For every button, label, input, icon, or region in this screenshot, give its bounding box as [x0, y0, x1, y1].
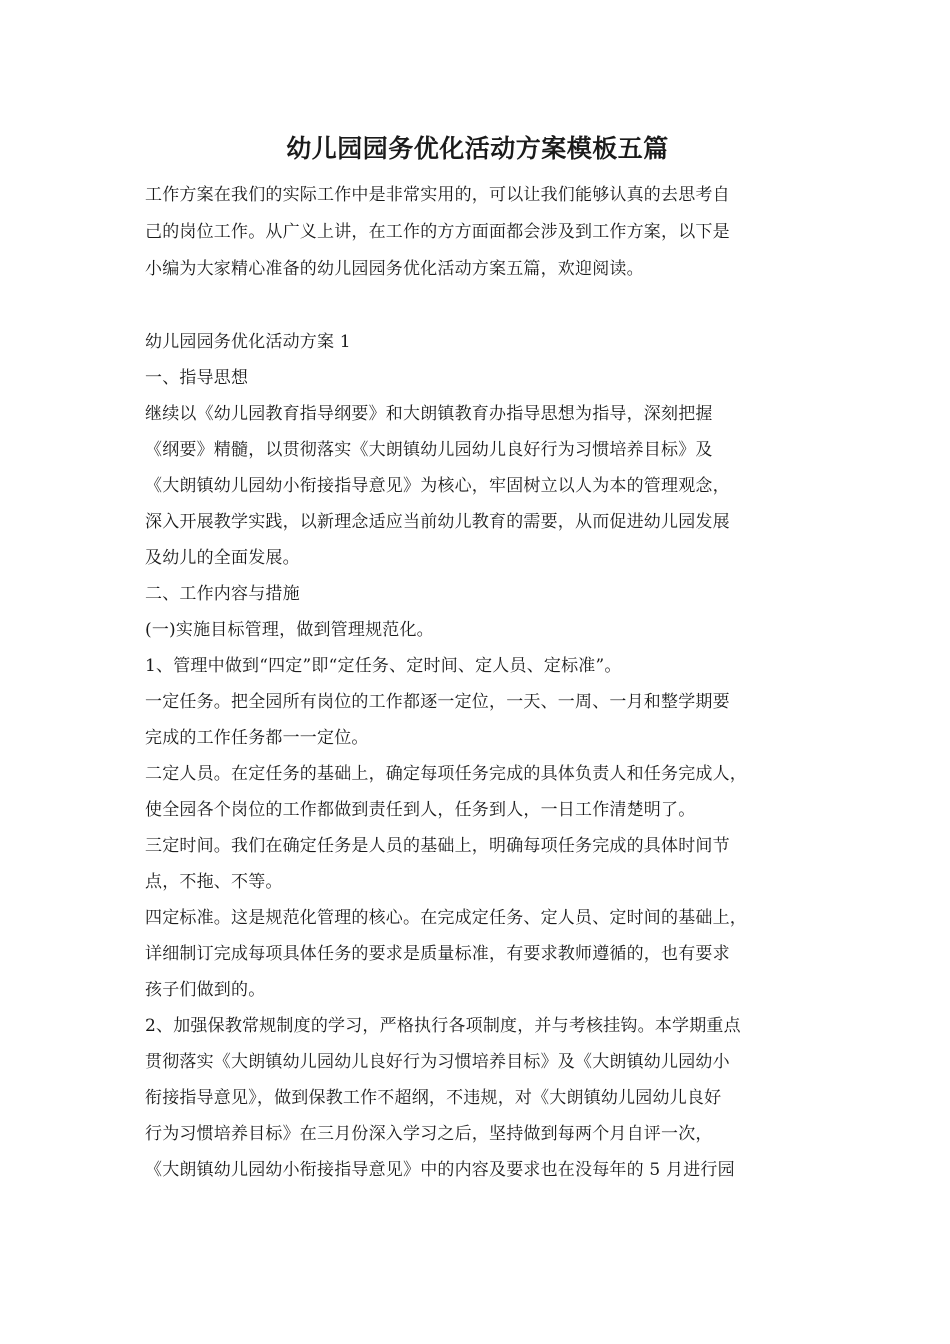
text-line: 深入开展教学实践，以新理念适应当前幼儿教育的需要，从而促进幼儿园发展 — [145, 512, 730, 532]
text-line: 2、加强保教常规制度的学习，严格执行各项制度，并与考核挂钩。本学期重点 — [145, 1016, 741, 1036]
text-line: 继续以《幼儿园教育指导纲要》和大朗镇教育办指导思想为指导，深刻把握 — [145, 404, 713, 424]
text-line: 贯彻落实《大朗镇幼儿园幼儿良好行为习惯培养目标》及《大朗镇幼儿园幼小 — [145, 1052, 730, 1072]
subsection-heading: 二、工作内容与措施 — [145, 584, 300, 604]
paragraph-gap — [145, 288, 810, 324]
text-line: 二定人员。在定任务的基础上，确定每项任务完成的具体负责人和任务完成人， — [145, 764, 747, 784]
text-line: 工作方案在我们的实际工作中是非常实用的，可以让我们能够认真的去思考自 — [145, 185, 730, 205]
text-line: (一)实施目标管理，做到管理规范化。 — [145, 620, 434, 640]
text-line: 一定任务。把全园所有岗位的工作都逐一定位，一天、一周、一月和整学期要 — [145, 692, 730, 712]
subsection-heading: 一、指导思想 — [145, 368, 249, 388]
section-heading: 幼儿园园务优化活动方案 1 — [145, 332, 351, 352]
text-line: 小编为大家精心准备的幼儿园园务优化活动方案五篇，欢迎阅读。 — [145, 259, 644, 279]
text-line: 《纲要》精髓，以贯彻落实《大朗镇幼儿园幼儿良好行为习惯培养目标》及 — [145, 440, 713, 460]
text-line: 四定标准。这是规范化管理的核心。在完成定任务、定人员、定时间的基础上， — [145, 908, 747, 928]
text-line: 详细制订完成每项具体任务的要求是质量标准，有要求教师遵循的，也有要求 — [145, 944, 730, 964]
text-line: 孩子们做到的。 — [145, 980, 266, 1000]
text-line: 点，不拖、不等。 — [145, 872, 283, 892]
text-line: 使全园各个岗位的工作都做到责任到人，任务到人，一日工作清楚明了。 — [145, 800, 696, 820]
text-line: 完成的工作任务都一一定位。 — [145, 728, 369, 748]
text-line: 己的岗位工作。从广义上讲，在工作的方方面面都会涉及到工作方案，以下是 — [145, 222, 730, 242]
text-line: 衔接指导意见》，做到保教工作不超纲，不违规，对《大朗镇幼儿园幼儿良好 — [145, 1088, 722, 1108]
text-line: 1、管理中做到“四定”即“定任务、定时间、定人员、定标准”。 — [145, 656, 622, 676]
document-title: 幼儿园园务优化活动方案模板五篇 — [286, 134, 669, 163]
text-line: 《大朗镇幼儿园幼小衔接指导意见》中的内容及要求也在没每年的 5 月进行园 — [145, 1160, 735, 1180]
text-line: 及幼儿的全面发展。 — [145, 548, 300, 568]
text-line: 《大朗镇幼儿园幼小衔接指导意见》为核心，牢固树立以人为本的管理观念， — [145, 476, 730, 496]
text-line: 三定时间。我们在确定任务是人员的基础上，明确每项任务完成的具体时间节 — [145, 836, 730, 856]
body-text — [145, 324, 810, 1188]
text-line: 行为习惯培养目标》在三月份深入学习之后，坚持做到每两个月自评一次， — [145, 1124, 713, 1144]
intro-paragraph — [145, 177, 810, 288]
